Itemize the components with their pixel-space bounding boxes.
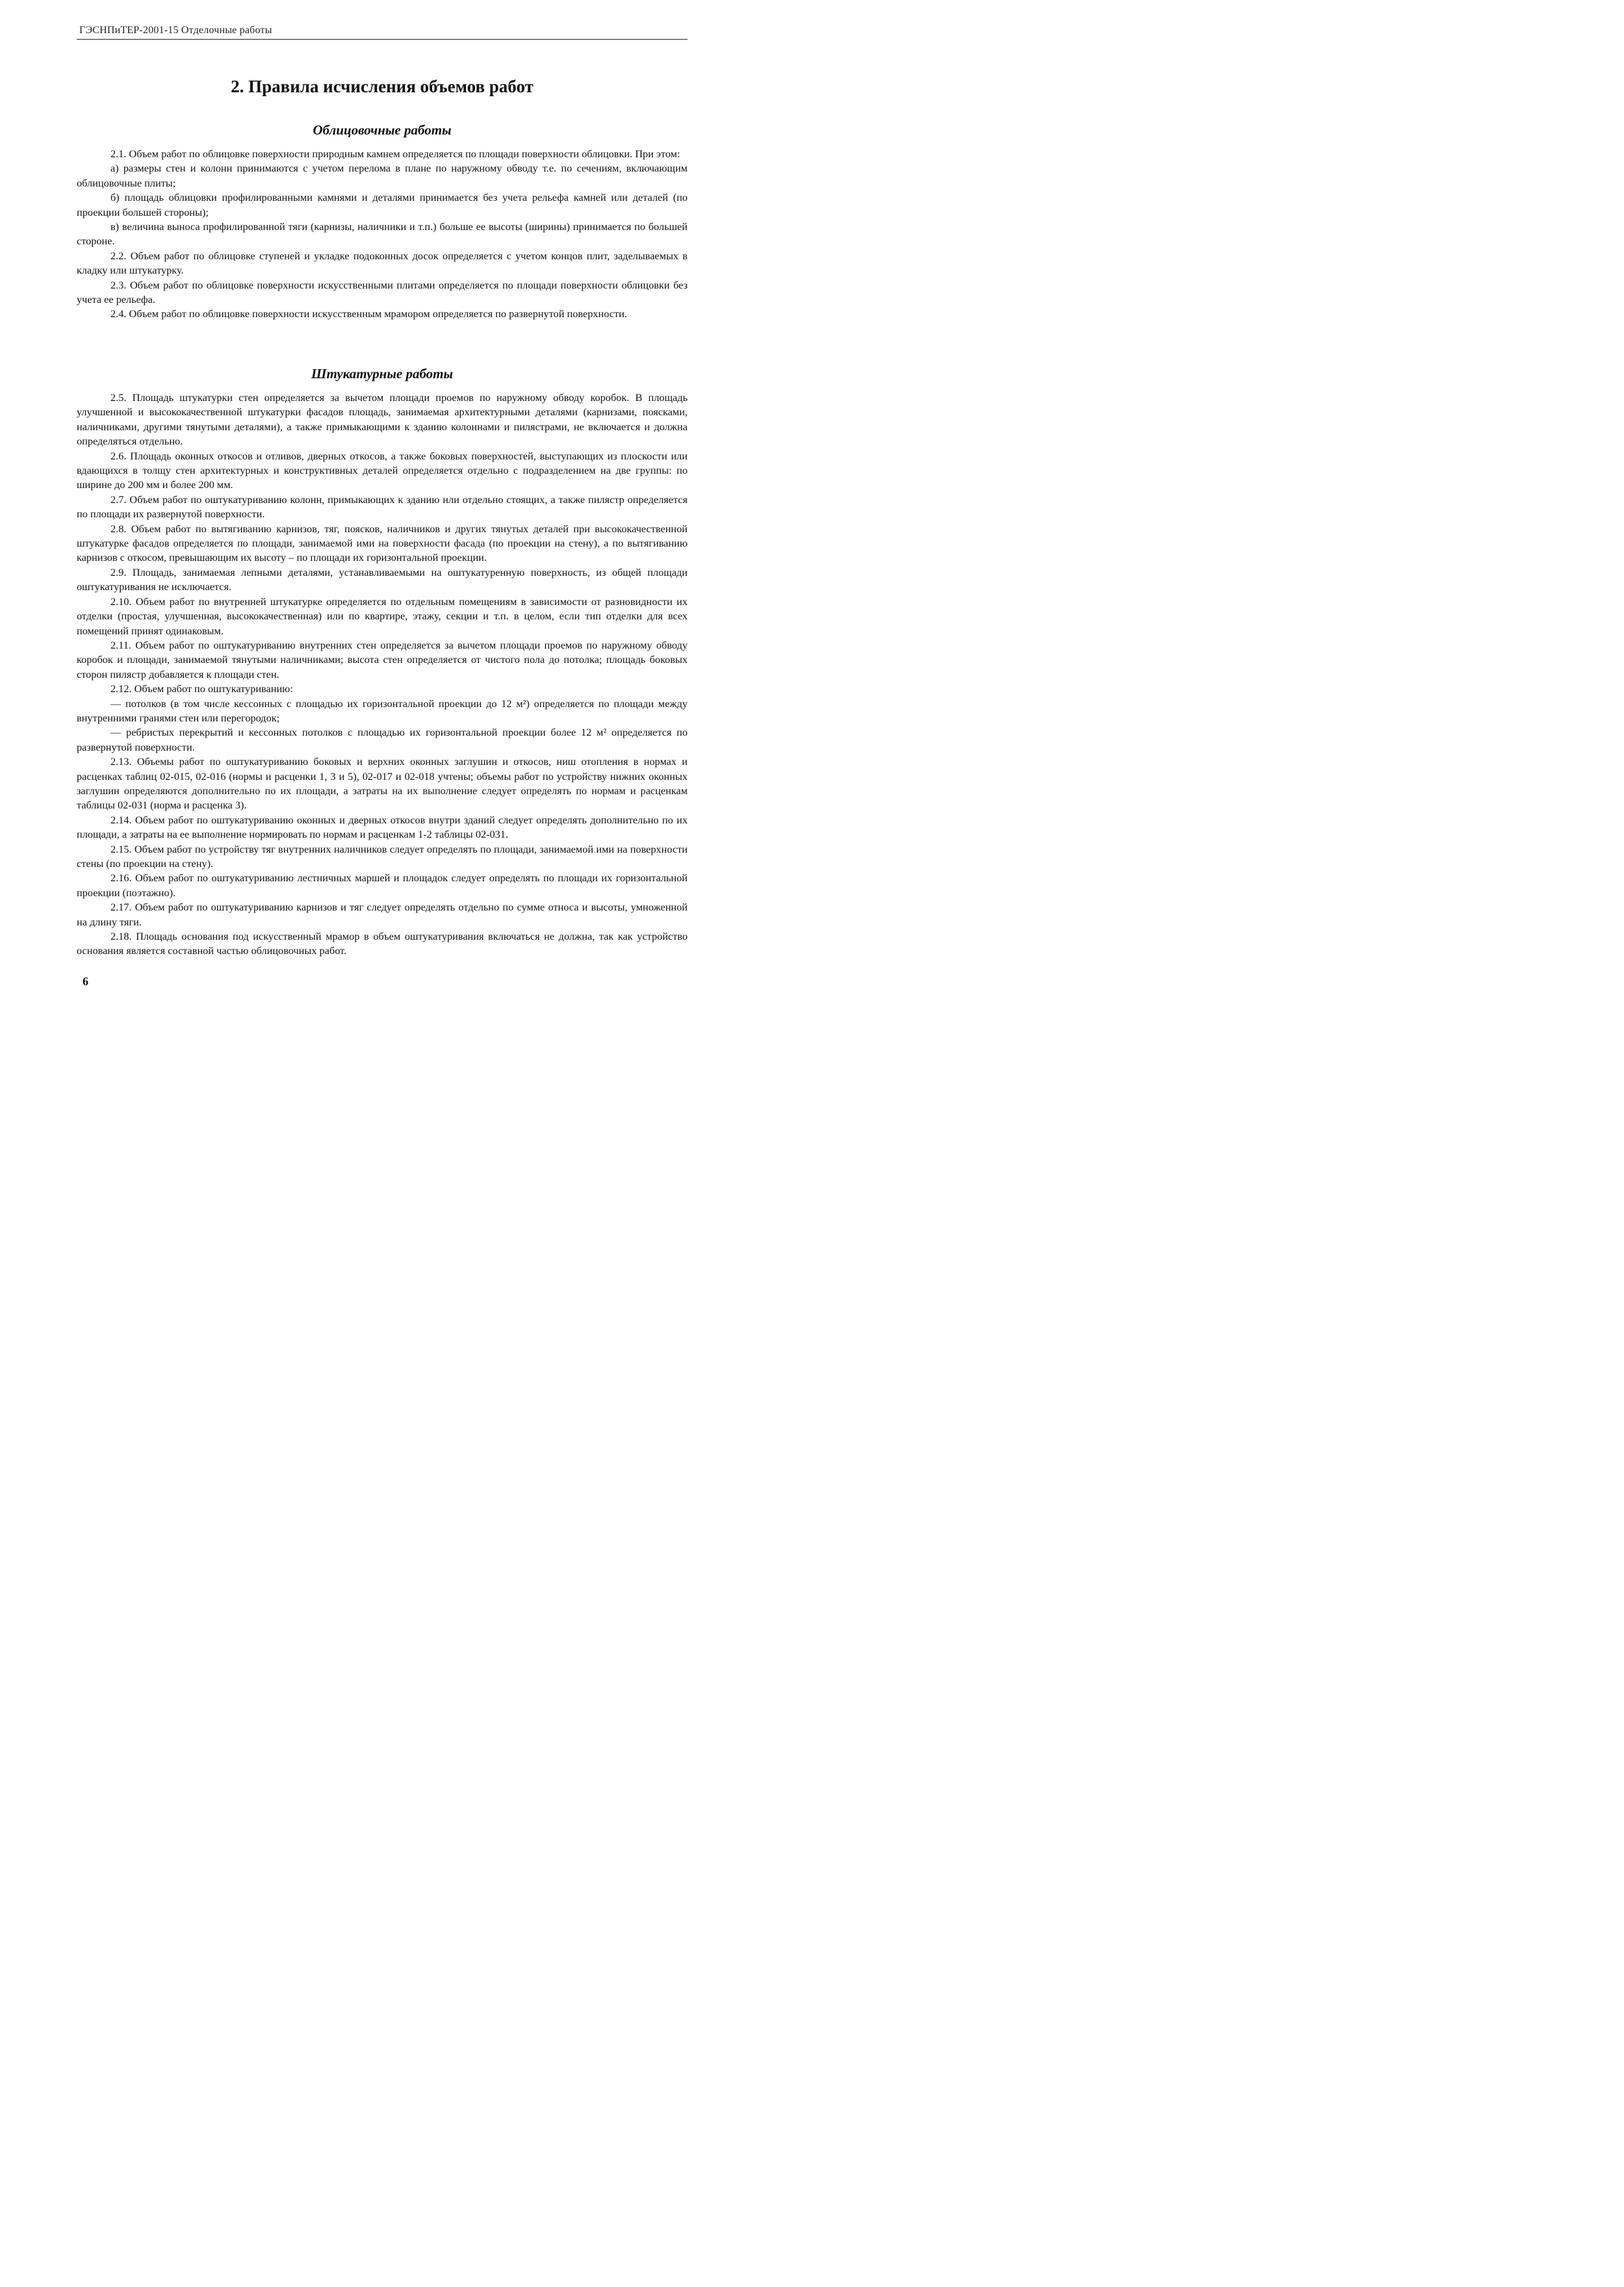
paragraph: 2.11. Объем работ по оштукатуриванию внутренних стен определяется за вычетом площади проемов по наружному обводу коробок и площади, занимаемой тянутыми наличниками; высота стен определяется от чистого пола до потолка; площадь боковых сторон пилястр добавляется к площади стен. <box>77 638 688 680</box>
paragraph: 2.6. Площадь оконных откосов и отливов, дверных откосов, а также боковых поверхностей, выступающих из плоскости или вдающихся в толщу стен архитектурных и конструктивных деталей определяется отдельно с подразделением на две группы: по ширине до 200 мм и более 200 мм. <box>77 449 688 491</box>
section-title-plastering: Штукатурные работы <box>311 366 454 381</box>
paragraph: — ребристых перекрытий и кессонных потолков с площадью их горизонтальной проекции более 12 м² определяется по развернутой поверхности. <box>77 726 688 753</box>
paragraph: 2.10. Объем работ по внутренней штукатурке определяется по отдельным помещениям в зависимости от разновидности их отделки (простая, улучшенная, высококачественная) или по квартире, этажу, секции и т.п. в целом, если тип отделки для всех помещений принят одинаковым. <box>77 595 688 637</box>
paragraph: 2.8. Объем работ по вытягиванию карнизов, тяг, поясков, наличников и других тянутых деталей при высококачественной штукатурке фасадов определяется по площади, занимаемой ими на поверхности фасада (по проекции на стену), а по вытягиванию карнизов с откосом, превышающим их высоту – по площади их горизонтальной проекции. <box>77 522 688 564</box>
paragraph: 2.5. Площадь штукатурки стен определяется за вычетом площади проемов по наружному обводу коробок. В площадь улучшенной и высококачественной штукатурки фасадов площадь, занимаемая архитектурными деталями (карнизами, поясками, наличниками, другими тянутыми деталями), а также примыкающими к зданию колоннами и пилястрами, не включается и должна определяться отдельно. <box>77 391 688 448</box>
section-body-plastering <box>77 391 688 959</box>
paragraph: в) величина выноса профилированной тяги (карнизы, наличники и т.п.) больше ее высоты (ширины) принимается по большей стороне. <box>77 220 688 248</box>
paragraph: 2.16. Объем работ по оштукатуриванию лестничных маршей и площадок следует определять по площади их горизонтальной проекции (поэтажно). <box>77 872 688 899</box>
paragraph: 2.7. Объем работ по оштукатуриванию колонн, примыкающих к зданию или отдельно стоящих, а также пилястр определяется по площади их развернутой поверхности. <box>77 493 688 521</box>
header-rule <box>77 39 688 40</box>
paragraph: 2.14. Объем работ по оштукатуриванию оконных и дверных откосов внутри зданий следует определять дополнительно по их площади, а затраты на ее выполнение нормировать по нормам и расценкам 1-2 таблицы 02-031. <box>77 813 688 841</box>
paragraph: — потолков (в том числе кессонных с площадью их горизонтальной проекции до 12 м²) определяется по площади между внутренними гранями стен или перегородок; <box>77 697 688 724</box>
paragraph: 2.3. Объем работ по облицовке поверхности искусственными плитами определяется по площади поверхности облицовки без учета ее рельефа. <box>77 278 688 306</box>
document-page <box>0 0 715 1007</box>
paragraph: 2.15. Объем работ по устройству тяг внутренних наличников следует определять по площади, занимаемой ими на поверхности стены (по проекции на стену). <box>77 842 688 870</box>
page-number: 6 <box>83 975 88 988</box>
chapter-title: 2. Правила исчисления объемов работ <box>231 77 534 96</box>
paragraph: а) размеры стен и колонн принимаются с учетом перелома в плане по наружному обводу т.е. по сечениям, включающим облицовочные плиты; <box>77 162 688 189</box>
paragraph: 2.12. Объем работ по оштукатуриванию: <box>110 682 293 695</box>
running-head: ГЭСНПиТЕР-2001-15 Отделочные работы <box>79 25 272 36</box>
paragraph: 2.17. Объем работ по оштукатуриванию карнизов и тяг следует определять отдельно по сумме относа и высоты, умноженной на длину тяги. <box>77 901 688 928</box>
paragraph: 2.2. Объем работ по облицовке ступеней и укладке подоконных досок определяется с учетом концов плит, заделываемых в кладку или штукатурку. <box>77 249 688 277</box>
paragraph: 2.9. Площадь, занимаемая лепными деталями, устанавливаемыми на оштукатуренную поверхность, из общей площади оштукатуривания не исключается. <box>77 565 688 593</box>
paragraph: 2.4. Объем работ по облицовке поверхности искусственным мрамором определяется по развернутой поверхности. <box>110 307 627 320</box>
paragraph: 2.18. Площадь основания под искусственный мрамор в объем оштукатуривания включаться не должна, так как устройство основания является составной частью облицовочных работ. <box>77 930 688 957</box>
section-body-cladding <box>77 147 688 322</box>
section-title-cladding: Облицовочные работы <box>313 122 452 138</box>
paragraph: 2.1. Объем работ по облицовке поверхности природным камнем определяется по площади поверхности облицовки. При этом: <box>110 148 680 160</box>
paragraph: б) площадь облицовки профилированными камнями и деталями принимается без учета рельефа камней или деталей (по проекции большей стороны); <box>77 191 688 218</box>
paragraph: 2.13. Объемы работ по оштукатуриванию боковых и верхних оконных заглушин и откосов, ниш отопления в нормах и расценках таблиц 02-015, 02-016 (нормы и расценки 1, 3 и 5), 02-017 и 02-018 учтены; объемы работ по устройству нижних оконных заглушин определяются дополнительно по их площади, а затраты на их выполнение следует определять по нормам и расценкам таблицы 02-031 (норма и расценка 3). <box>77 755 688 812</box>
